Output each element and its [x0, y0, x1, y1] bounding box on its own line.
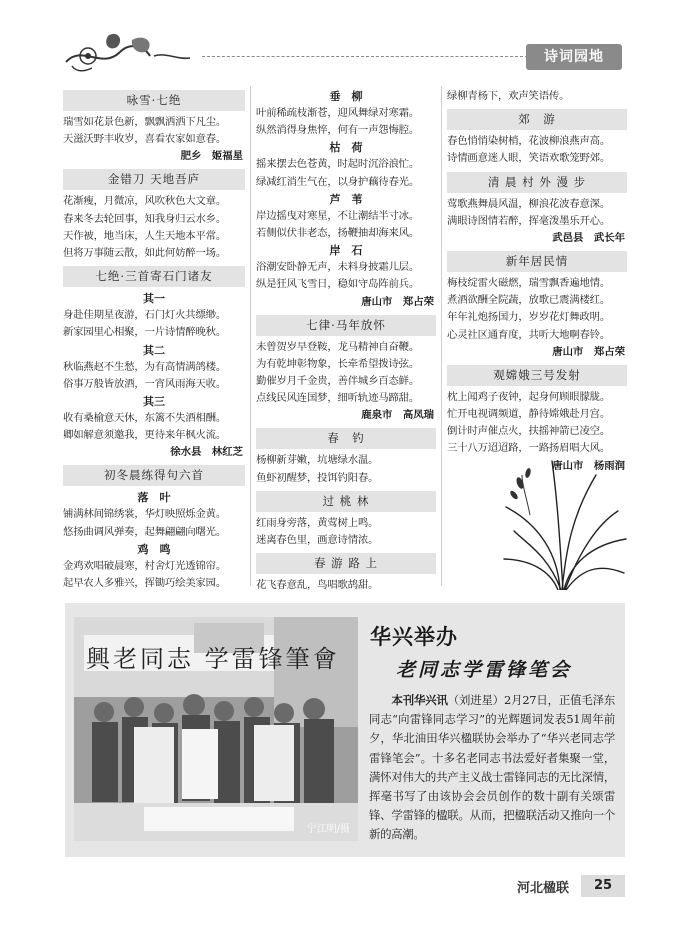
- news-lead: 本刊华兴讯: [391, 693, 448, 707]
- poem-line: 迷离春色里，画意诗情浓。: [256, 534, 379, 547]
- publication-name: 河北楹联: [516, 881, 569, 896]
- poem-author: 唐山市 郑占荣: [361, 295, 434, 308]
- news-photo: [74, 617, 358, 841]
- poem-line: 煮酒欲酬全院蔬，放歌已震满楼红。: [447, 294, 611, 307]
- header-rule: [202, 56, 528, 57]
- poem-author: 徐水县 林红芝: [170, 446, 243, 459]
- column-divider: [441, 86, 442, 586]
- poem-title: 金错刀 天地吾庐: [63, 169, 245, 190]
- poem-subtitle: 其二: [143, 343, 165, 357]
- column-1: [63, 86, 245, 592]
- news-headline: 华兴举办: [370, 625, 458, 649]
- poem-line: 心灵社区通育度，共听大地啊春铃。: [447, 328, 611, 341]
- photo-banner-text: 興老同志 学雷锋筆會: [86, 645, 340, 673]
- poem-line: 三十八万迢迢路，一路扬眉唱大风。: [447, 442, 611, 455]
- poem-line: 枕上闻鸡子夜钟，起身何顾眼朦胧。: [447, 390, 611, 403]
- news-box: [65, 603, 625, 857]
- poem-line: 瑞雪如花景色新，飘飘洒洒下凡尘。: [63, 116, 227, 128]
- poem-title: 七绝·三首寄石门诸友: [63, 266, 245, 287]
- poem-title: 清 晨 村 外 漫 步: [447, 172, 627, 193]
- news-body: [369, 691, 615, 845]
- poem-line: 纵是狂风飞雪日，稳如守岛阵前兵。: [256, 278, 420, 291]
- poem-title: 初冬晨练得句六首: [63, 465, 245, 486]
- poem-line: 起早农人多雅兴，挥锄巧绘美家园。: [63, 577, 227, 590]
- poem-subtitle: 垂 柳: [329, 90, 363, 103]
- poem-line: 为有乾坤彰物象，长牵希望拨诗弦。: [256, 357, 420, 370]
- poem-line: 悠扬曲调风弹奏，起舞翩翩向曙光。: [63, 525, 227, 538]
- poem-line: 浴潮安卧静无声，未料身披霜儿层。: [256, 261, 420, 274]
- poem-author: 唐山市 杨雨润: [552, 459, 625, 472]
- poem-line: 铺满林间锦绣裳，华灯映照烁金黄。: [63, 508, 227, 521]
- poem-line: 天滋沃野丰收岁，喜看农家如意春。: [63, 133, 227, 146]
- poem-subtitle: 落 叶: [137, 491, 171, 505]
- poem-title: 春 钓: [256, 428, 436, 449]
- poem-line: 春色悄悄染树梢，花波柳浪燕声高。: [447, 135, 611, 148]
- poem-line: 梅枝绽雷火磁燃，瑞雪飘香遍地情。: [447, 277, 611, 290]
- poem-line: 未曾贺岁早登鞍，龙马精神自奋鞭。: [256, 340, 420, 353]
- poem-line: 天作被，地当床，人生天地本平常。: [63, 229, 227, 242]
- poem-subtitle: 芦 苇: [329, 192, 363, 206]
- poem-line: 纵然消得身焦悴，何有一声怨悔腔。: [256, 124, 420, 137]
- poem-title: 郊 游: [447, 109, 627, 130]
- poem-line: 俗事万般皆放酒，一宵风雨海天收。: [63, 377, 227, 390]
- poem-title: 过 桃 林: [256, 491, 436, 512]
- poem-line: 金鸡欢唱破晨寒，村舍灯光透锦帘。: [63, 559, 227, 572]
- poem-line: 但将万事随云散，如此何妨醉一场。: [63, 247, 227, 260]
- poem-author: 武邑县 武长年: [552, 232, 625, 245]
- poem-line: 点线民风连国梦，细听轨迹马蹄甜。: [256, 392, 420, 405]
- poem-author: 唐山市 郑占荣: [552, 345, 625, 358]
- poem-line: 花飞春意乱，鸟唱歌鸪甜。: [256, 579, 379, 592]
- poem-line: 绿减红消生气在，以身护藕待春光。: [256, 175, 420, 188]
- page-footer: [495, 875, 625, 897]
- poem-title: 新年居民情: [447, 251, 627, 272]
- page-number: 25: [581, 875, 625, 897]
- poem-line: 满眼诗图情若醉，挥毫泼墨乐开心。: [447, 214, 611, 227]
- poem-line: 岸边摇曳对寒星，不让潮结半寸冰。: [256, 209, 420, 222]
- column-2: [256, 86, 436, 594]
- news-reporter: （刘进星）: [447, 693, 504, 707]
- poem-subtitle: 其一: [143, 292, 165, 306]
- page-header: [62, 26, 622, 78]
- poem-line: 年年礼炮扬国力，岁岁花灯舞政明。: [447, 311, 611, 324]
- poem-line: 莺歌燕舞晨风温，柳浪花波春意深。: [447, 197, 611, 210]
- poem-line: 叶前稀疏枝渐苍，迎风舞绿对寒霜。: [256, 107, 420, 119]
- poem-author: 肥乡 姬福星: [180, 150, 243, 163]
- poem-line: 绿柳青杨下，欢声笑语传。: [447, 90, 570, 102]
- poem-title: 观嫦娥三号发射: [447, 365, 627, 386]
- poem-line: 若侧似伏非老态，扬鞭抽却海来风。: [256, 227, 420, 240]
- poem-title: 咏雪·七绝: [63, 90, 245, 111]
- poem-line: 摇来摆去色苍黄，时起时沉浴浪忙。: [256, 158, 420, 171]
- poem-line: 杨柳新芽嫩，坑塘绿水温。: [256, 454, 379, 467]
- column-divider: [250, 86, 251, 586]
- poem-line: 勤催岁月千金贵，善伴城乡百态鲜。: [256, 375, 420, 388]
- poem-line: 花渐瘦，月微凉，风吹秋色大文章。: [63, 195, 227, 208]
- poem-line: 新家园里心相聚，一片诗情醉晚秋。: [63, 326, 227, 339]
- news-subheadline: 老同志学雷锋笔会: [396, 659, 573, 681]
- orchid-illustration-icon: [500, 455, 630, 590]
- poem-line: 忙开电视调频道，静待嫦娥赴月宫。: [447, 408, 611, 421]
- poem-subtitle: 其三: [143, 395, 165, 409]
- poem-line: 鱼虾初醒梦，投饵钓阳春。: [256, 471, 379, 484]
- poem-line: 诗情画意迷人眼，笑语欢歌笼野郊。: [447, 152, 611, 165]
- poem-subtitle: 枯 荷: [329, 141, 363, 155]
- poem-subtitle: 岸 石: [329, 244, 363, 258]
- photo-credit: 宁江明/摄: [306, 824, 350, 835]
- floral-ornament-icon: [62, 26, 202, 76]
- poem-title: 春 游 路 上: [256, 553, 436, 574]
- poem-subtitle: 鸡 鸣: [137, 542, 171, 556]
- column-3: [447, 86, 627, 475]
- poem-line: 卿如解意须邀我，更待来年枫火流。: [63, 429, 227, 442]
- poem-line: 秋临燕赵不生愁，为有高情满鸽楼。: [63, 360, 227, 373]
- poem-author: 鹿泉市 高凤瑞: [361, 409, 434, 422]
- poem-line: 身赴佳期星夜游，石门灯火共缥缈。: [63, 309, 227, 322]
- poem-title: 七律·马年放怀: [256, 315, 436, 336]
- poem-line: 红雨身旁落，黄莺树上鸣。: [256, 516, 379, 529]
- news-paragraph: 2月27日，正值毛泽东同志“向雷锋同志学习”的光辉题词发表51周年前夕，华北油田华兴楹联协会举办了“华兴老同志学雷锋笔会”。十多名老同志书法爱好者集聚一堂，满怀对伟大的共产主义战士雷锋同志的无比深情，挥毫书写了由该协会会员创作的数十副有关颂雷锋、学雷锋的楹联。从而，把楹联活动又推向一个新的高潮。: [369, 693, 615, 842]
- section-title: 诗词园地: [526, 44, 622, 70]
- poem-line: 收有桑榆意天休，东篱不失酒相酬。: [63, 412, 227, 425]
- poem-line: 春来冬去轮回事，知我身归云水乡。: [63, 212, 227, 225]
- poem-line: 倒计时声催点火，扶摇神箭已凌空。: [447, 425, 611, 438]
